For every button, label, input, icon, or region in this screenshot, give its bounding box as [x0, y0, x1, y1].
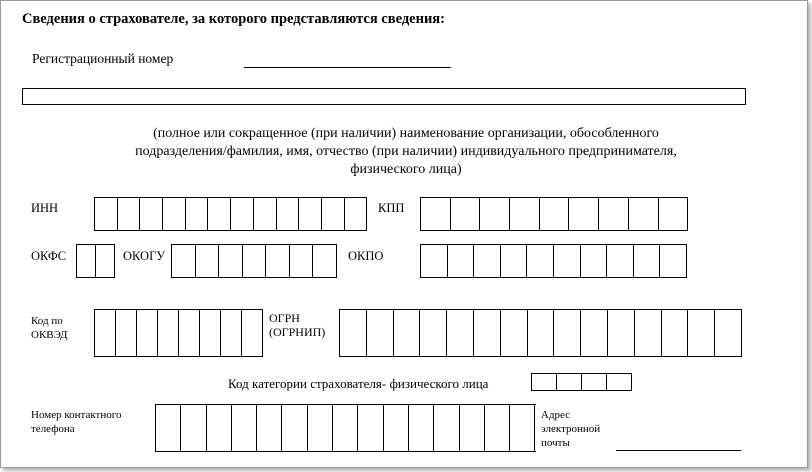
input-cell[interactable]	[554, 310, 581, 356]
reg-number-label: Регистрационный номер	[32, 51, 174, 66]
input-cell[interactable]	[118, 198, 141, 230]
okved-label	[31, 314, 67, 342]
input-cell[interactable]	[345, 198, 368, 230]
input-cell[interactable]	[163, 198, 186, 230]
input-cell[interactable]	[394, 310, 421, 356]
input-cell[interactable]	[196, 245, 220, 277]
input-cell[interactable]	[659, 198, 689, 230]
input-cell[interactable]	[207, 405, 232, 451]
org-name-hint-line-3: физического лица)	[350, 162, 462, 177]
ogrn-label-line-1: ОГРН	[269, 311, 300, 325]
input-cell[interactable]	[95, 310, 116, 356]
input-cell[interactable]	[333, 405, 358, 451]
input-cell[interactable]	[231, 198, 254, 230]
input-cell[interactable]	[322, 198, 345, 230]
org-name-hint-line-1: (полное или сокращенное (при наличии) наименование организации, обособленного	[153, 126, 659, 141]
input-cell[interactable]	[581, 245, 608, 277]
input-cell[interactable]	[158, 310, 179, 356]
input-cell[interactable]	[569, 198, 599, 230]
input-cell[interactable]	[242, 310, 263, 356]
okpo-label: ОКПО	[348, 249, 384, 263]
inn-label: ИНН	[31, 201, 59, 215]
input-cell[interactable]	[181, 405, 206, 451]
input-cell[interactable]	[290, 245, 314, 277]
category-label: Код категории страхователя- физического лица	[228, 376, 489, 391]
input-cell[interactable]	[257, 405, 282, 451]
input-cell[interactable]	[660, 245, 687, 277]
input-cell[interactable]	[634, 245, 661, 277]
input-cell[interactable]	[172, 245, 196, 277]
input-cell[interactable]	[208, 198, 231, 230]
phone-label-line-2: телефона	[31, 423, 75, 435]
org-name-hint	[61, 125, 751, 179]
input-cell[interactable]	[510, 198, 540, 230]
input-cell[interactable]	[501, 310, 528, 356]
input-cell[interactable]	[607, 245, 634, 277]
input-cell[interactable]	[662, 310, 689, 356]
phone-cells[interactable]	[155, 404, 536, 452]
input-cell[interactable]	[451, 198, 481, 230]
ogrn-cells[interactable]	[339, 309, 742, 357]
input-cell[interactable]	[460, 405, 485, 451]
phone-label	[31, 408, 121, 436]
input-cell[interactable]	[409, 405, 434, 451]
input-cell[interactable]	[554, 245, 581, 277]
input-cell[interactable]	[140, 198, 163, 230]
okogu-cells[interactable]	[171, 244, 337, 278]
okfs-label: ОКФС	[31, 249, 67, 263]
input-cell[interactable]	[186, 198, 209, 230]
phone-label-line-1: Номер контактного	[31, 409, 122, 421]
email-label-line-2: электронной	[541, 423, 601, 435]
input-cell[interactable]	[367, 310, 394, 356]
input-cell[interactable]	[557, 374, 582, 390]
input-cell[interactable]	[532, 374, 557, 390]
input-cell[interactable]	[474, 245, 501, 277]
inn-cells[interactable]	[94, 197, 367, 231]
ogrn-label-line-2: (ОГРНИП)	[269, 325, 326, 339]
input-cell[interactable]	[629, 198, 659, 230]
input-cell[interactable]	[277, 198, 300, 230]
input-cell[interactable]	[527, 245, 554, 277]
input-cell[interactable]	[96, 245, 115, 277]
input-cell[interactable]	[308, 405, 333, 451]
input-cell[interactable]	[254, 198, 277, 230]
input-cell[interactable]	[179, 310, 200, 356]
input-cell[interactable]	[420, 310, 447, 356]
input-cell[interactable]	[447, 310, 474, 356]
org-name-hint-line-2: подразделения/фамилия, имя, отчество (при наличии) индивидуального предпринимателя,	[135, 144, 677, 159]
input-cell[interactable]	[474, 310, 501, 356]
okfs-cells[interactable]	[76, 244, 115, 278]
input-cell[interactable]	[232, 405, 257, 451]
input-cell[interactable]	[635, 310, 662, 356]
input-cell[interactable]	[582, 374, 607, 390]
input-cell[interactable]	[77, 245, 96, 277]
okpo-cells[interactable]	[420, 244, 687, 278]
input-cell[interactable]	[266, 245, 290, 277]
kpp-cells[interactable]	[420, 197, 688, 231]
input-cell[interactable]	[434, 405, 459, 451]
input-cell[interactable]	[448, 245, 475, 277]
ogrn-label	[269, 311, 325, 339]
input-cell[interactable]	[485, 405, 510, 451]
email-label-line-1: Адрес	[541, 409, 571, 421]
input-cell[interactable]	[715, 310, 742, 356]
input-cell[interactable]	[221, 310, 242, 356]
input-cell[interactable]	[421, 198, 451, 230]
input-cell[interactable]	[340, 310, 367, 356]
input-cell[interactable]	[156, 405, 181, 451]
okved-cells[interactable]	[94, 309, 263, 357]
input-cell[interactable]	[116, 310, 137, 356]
input-cell[interactable]	[137, 310, 158, 356]
kpp-label: КПП	[378, 201, 405, 215]
input-cell[interactable]	[219, 245, 243, 277]
input-cell[interactable]	[510, 405, 535, 451]
input-cell[interactable]	[688, 310, 715, 356]
okved-label-line-2: ОКВЭД	[31, 329, 68, 341]
input-cell[interactable]	[243, 245, 267, 277]
form-title: Сведения о страхователе, за которого представляются сведения:	[22, 11, 445, 27]
category-cells[interactable]	[531, 373, 632, 391]
input-cell[interactable]	[607, 374, 632, 390]
input-cell[interactable]	[299, 198, 322, 230]
input-cell[interactable]	[581, 310, 608, 356]
input-cell[interactable]	[358, 405, 383, 451]
okogu-label: ОКОГУ	[123, 249, 166, 263]
input-cell[interactable]	[608, 310, 635, 356]
input-cell[interactable]	[384, 405, 409, 451]
input-cell[interactable]	[480, 198, 510, 230]
input-cell[interactable]	[501, 245, 528, 277]
input-cell[interactable]	[599, 198, 629, 230]
reg-number-field[interactable]	[244, 67, 451, 68]
org-name-field[interactable]	[22, 88, 746, 105]
okved-label-line-1: Код по	[31, 315, 63, 327]
email-field[interactable]	[616, 450, 741, 451]
input-cell[interactable]	[421, 245, 448, 277]
input-cell[interactable]	[313, 245, 337, 277]
input-cell[interactable]	[282, 405, 307, 451]
input-cell[interactable]	[540, 198, 570, 230]
input-cell[interactable]	[200, 310, 221, 356]
input-cell[interactable]	[528, 310, 555, 356]
email-label	[541, 408, 600, 450]
email-label-line-3: почты	[541, 437, 570, 449]
input-cell[interactable]	[95, 198, 118, 230]
